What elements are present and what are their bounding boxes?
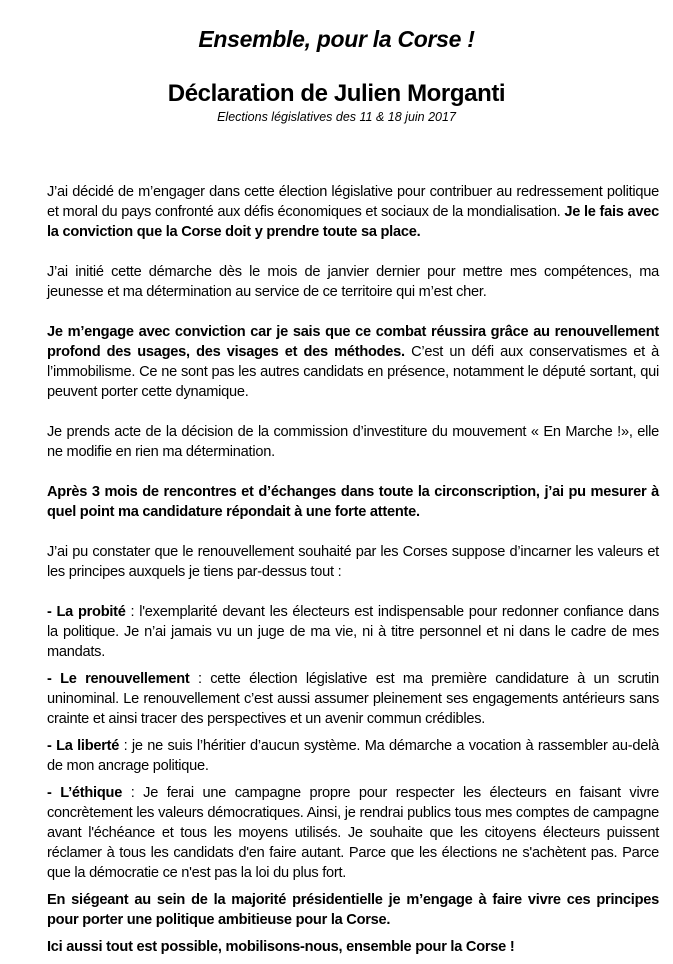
- paragraph-text: J’ai décidé de m’engager dans cette élection législative pour contribuer au redressement politique et moral du pays confronté aux défis économiques et sociaux de la mondialisation.: [47, 184, 659, 220]
- principle-liberte: [47, 736, 659, 776]
- paragraph-3: [47, 322, 659, 402]
- principle-text: : l'exemplarité devant les électeurs est indispensable pour redonner confiance dans la politique. Je n’ai jamais vu un juge de ma vie, ni à titre personnel et ni dans le cadre de mes mandats.: [47, 604, 659, 660]
- principle-label: - La probité: [47, 604, 126, 620]
- principle-text: : Je ferai une campagne propre pour respecter les électeurs en faisant vivre concrètement les valeurs démocratiques. Ainsi, je rendrai publics tous mes comptes de campagne avant l'échéance et tous les moyens utilisés. Je souhaite que les citoyens électeurs puissent réclamer à tous les candidats d'en faire autant. Parce que les élections ne s'achètent pas. Parce que la démocratie ce n'est pas la loi du plus fort.: [47, 785, 659, 881]
- closing-2: [47, 937, 659, 957]
- closing-text: Ici aussi tout est possible, mobilisons-nous, ensemble pour la Corse !: [47, 939, 515, 955]
- principle-label: - Le renouvellement: [47, 671, 190, 687]
- paragraph-text: C’est un défi aux conservatismes et à l’immobilisme. Ce ne sont pas les autres candidats en présence, notamment le député sortant, qui peuvent porter cette dynamique.: [47, 344, 660, 400]
- principle-probite: [47, 602, 659, 662]
- subtitle: Elections législatives des 11 & 18 juin 2017: [217, 110, 456, 124]
- closing-1: [47, 890, 659, 930]
- slogan: Ensemble, pour la Corse !: [198, 26, 475, 52]
- principle-text: : cette élection législative est ma première candidature à un scrutin uninominal. Le renouvellement c’est aussi assumer pleinement ses engagements antérieurs sans crainte et ainsi tracer des perspectives et un avenir commun crédibles.: [47, 671, 659, 727]
- principle-label: - L’éthique: [47, 785, 123, 801]
- principle-text: : je ne suis l’héritier d’aucun système. Ma démarche a vocation à rassembler au-delà de mon ancrage politique.: [47, 738, 659, 774]
- paragraph-text: Je prends acte de la décision de la commission d’investiture du mouvement « En Marche !», elle ne modifie en rien ma détermination.: [47, 424, 659, 460]
- page-title: Déclaration de Julien Morganti: [167, 80, 506, 107]
- paragraph-text: J’ai initié cette démarche dès le mois de janvier dernier pour mettre mes compétences, ma jeunesse et ma détermination au service de ce territoire qui m’est cher.: [47, 264, 659, 300]
- paragraph-6: [47, 542, 659, 582]
- declaration-body: [47, 182, 659, 964]
- closing-text: En siégeant au sein de la majorité présidentielle je m’engage à faire vivre ces principes pour porter une politique ambitieuse pour la Corse.: [47, 892, 659, 928]
- paragraph-emphasis: Je m’engage avec conviction car je sais que ce combat réussira grâce au renouvellement profond des usages, des visages et des méthodes.: [47, 324, 659, 360]
- paragraph-4: [47, 422, 659, 462]
- principle-renouvellement: [47, 669, 659, 729]
- paragraph-emphasis: Je le fais avec la conviction que la Corse doit y prendre toute sa place.: [47, 204, 659, 240]
- paragraph-1: [47, 182, 659, 242]
- paragraph-2: [47, 262, 659, 302]
- paragraph-emphasis: Après 3 mois de rencontres et d’échanges dans toute la circonscription, j’ai pu mesurer à quel point ma candidature répondait à une forte attente.: [47, 484, 659, 520]
- principle-label: - La liberté: [47, 738, 120, 754]
- paragraph-text: J’ai pu constater que le renouvellement souhaité par les Corses suppose d’incarner les valeurs et les principes auxquels je tiens par-dessus tout :: [47, 544, 659, 580]
- paragraph-5: [47, 482, 659, 522]
- principle-ethique: [47, 783, 659, 883]
